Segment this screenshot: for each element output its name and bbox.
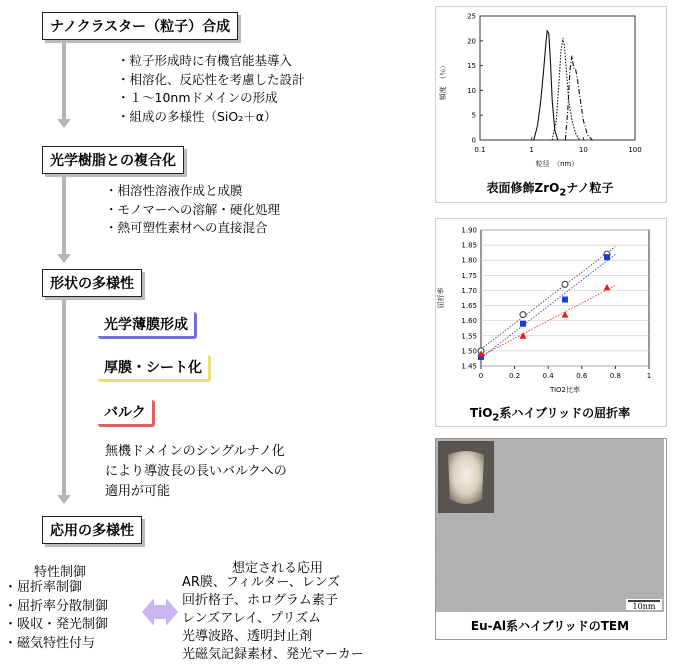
stage-1-bullets [117, 52, 305, 126]
fig1-ytick-label: 0 [471, 136, 476, 145]
fig1-ytick-label: 15 [467, 62, 476, 71]
fig2-point-square [520, 321, 526, 327]
fig2-ytick-label: 1.65 [461, 302, 477, 311]
fig1-xtick-label: 1 [529, 146, 534, 154]
fig2-ytick-label: 1.45 [461, 362, 477, 371]
fig2-ytick-label: 1.55 [461, 332, 477, 341]
control-item: ・屈折率分散制御 [4, 598, 109, 614]
fig2-ytick-label: 1.50 [461, 347, 477, 356]
double-arrow-icon [140, 592, 180, 632]
fig2-ytick-label: 1.90 [461, 226, 477, 235]
fig2-xtick-label: 0 [478, 372, 484, 380]
stage-2-bullets [105, 182, 280, 238]
fig2-chart [435, 218, 665, 404]
fig2-point-square [604, 254, 610, 260]
app-item: レンズアレイ、プリズム [182, 611, 322, 626]
bullet-item: ・組成の多様性（SiO₂＋α） [117, 108, 277, 124]
bullet-item: ・相溶性溶液作成と成膜 [105, 183, 243, 198]
fig2-ytick-label: 1.85 [461, 241, 477, 250]
app-item: 光導波路、透明封止剤 [182, 629, 313, 644]
fig1-ylabel: 頻度 （％） [439, 61, 447, 101]
fig2-trend-circle [481, 247, 615, 350]
fig2-xtick-label: 0.8 [609, 372, 621, 380]
fig1-chart [435, 6, 665, 184]
fig2-point-triangle [562, 311, 569, 318]
controls-list [4, 579, 108, 653]
stage-4-title: 応用の多様性 [42, 516, 142, 544]
bullet-item: ・１～10nmドメインの形成 [117, 90, 278, 105]
fig2-ytick-label: 1.80 [461, 256, 477, 265]
fig1-caption: 表面修飾ZrO$_2$ナノ粒子 [486, 181, 614, 199]
tem-image [436, 439, 664, 612]
stage-3-title: 形状の多様性 [42, 269, 142, 297]
fig1-xtick-label: 0.1 [474, 146, 486, 154]
note-line: により導波長の長いバルクへの [105, 464, 287, 479]
fig2-point-triangle [604, 284, 611, 291]
fig2-ylabel: 屈折率 [437, 287, 445, 309]
fig2-point-square [562, 297, 568, 303]
bullet-item: ・熱可塑性素材への直接混合 [105, 220, 268, 235]
control-item: ・吸収・発光制御 [4, 617, 109, 632]
bullet-item: ・粒子形成時に有機官能基導入 [117, 53, 293, 68]
form-thin-film: 光学薄膜形成 [98, 312, 197, 339]
fig3-caption: Eu-Al系ハイブリッドのTEM [470, 619, 630, 633]
fig1-ytick-label: 5 [471, 111, 476, 120]
tem-scale-bar: 10nm [632, 602, 656, 611]
fig2-trend-square [481, 254, 615, 357]
apps-title: 想定される応用 [232, 561, 324, 576]
control-item: ・屈折率制御 [4, 580, 83, 595]
form-bulk: バルク [98, 400, 155, 427]
fig2-point-circle [520, 312, 526, 318]
note-line: 適用が可能 [105, 484, 171, 499]
fig1-plot-area [480, 16, 635, 140]
crystal-shape [448, 451, 484, 504]
fig1-series-solid [534, 31, 558, 140]
apps-list [182, 574, 364, 664]
app-item: 回折格子、ホログラム素子 [182, 593, 338, 608]
form-thick-film: 厚膜・シート化 [98, 355, 211, 382]
fig1-series-dashdot [565, 56, 592, 140]
fig2-xtick-label: 0.6 [576, 372, 588, 380]
fig1-xtick-label: 100 [628, 146, 642, 154]
fig1-xtick-label: 10 [578, 146, 588, 154]
fig2-ytick-label: 1.70 [461, 286, 477, 295]
controls-title: 特性制御 [34, 565, 87, 580]
bullet-item: ・相溶化、反応性を考慮した設計 [117, 71, 305, 87]
fig2-ytick-label: 1.75 [461, 271, 477, 280]
fig2-xtick-label: 1 [646, 372, 652, 380]
stage-1-title: ナノクラスター（粒子）合成 [42, 12, 238, 40]
fig1-ytick-label: 25 [467, 12, 476, 21]
app-item: 光磁気記録素材、発光マーカー [182, 647, 364, 662]
fig2-xtick-label: 0.4 [542, 372, 554, 380]
fig1-ytick-label: 10 [467, 86, 476, 95]
stage-2-title: 光学樹脂との複合化 [42, 146, 184, 174]
fig2-xlabel: TiO2比率 [550, 386, 580, 394]
control-item: ・磁気特性付与 [4, 635, 96, 651]
fig1-xlabel: 粒径 （nm） [535, 160, 579, 168]
fig1-series-dotted [552, 38, 580, 140]
fig1-ytick-label: 20 [467, 37, 476, 46]
note-line: 無機ドメインのシングルナノ化 [105, 444, 285, 459]
bulk-note [105, 442, 287, 502]
fig2-caption: TiO$_2$系ハイブリッドの屈折率 [469, 406, 631, 424]
fig2-ytick-label: 1.60 [461, 317, 477, 326]
fig2-point-circle [562, 281, 568, 287]
app-item: AR膜、フィルター、レンズ [182, 575, 341, 590]
fig2-xtick-label: 0.2 [509, 372, 521, 380]
bullet-item: ・モノマーへの溶解・硬化処理 [105, 201, 280, 217]
